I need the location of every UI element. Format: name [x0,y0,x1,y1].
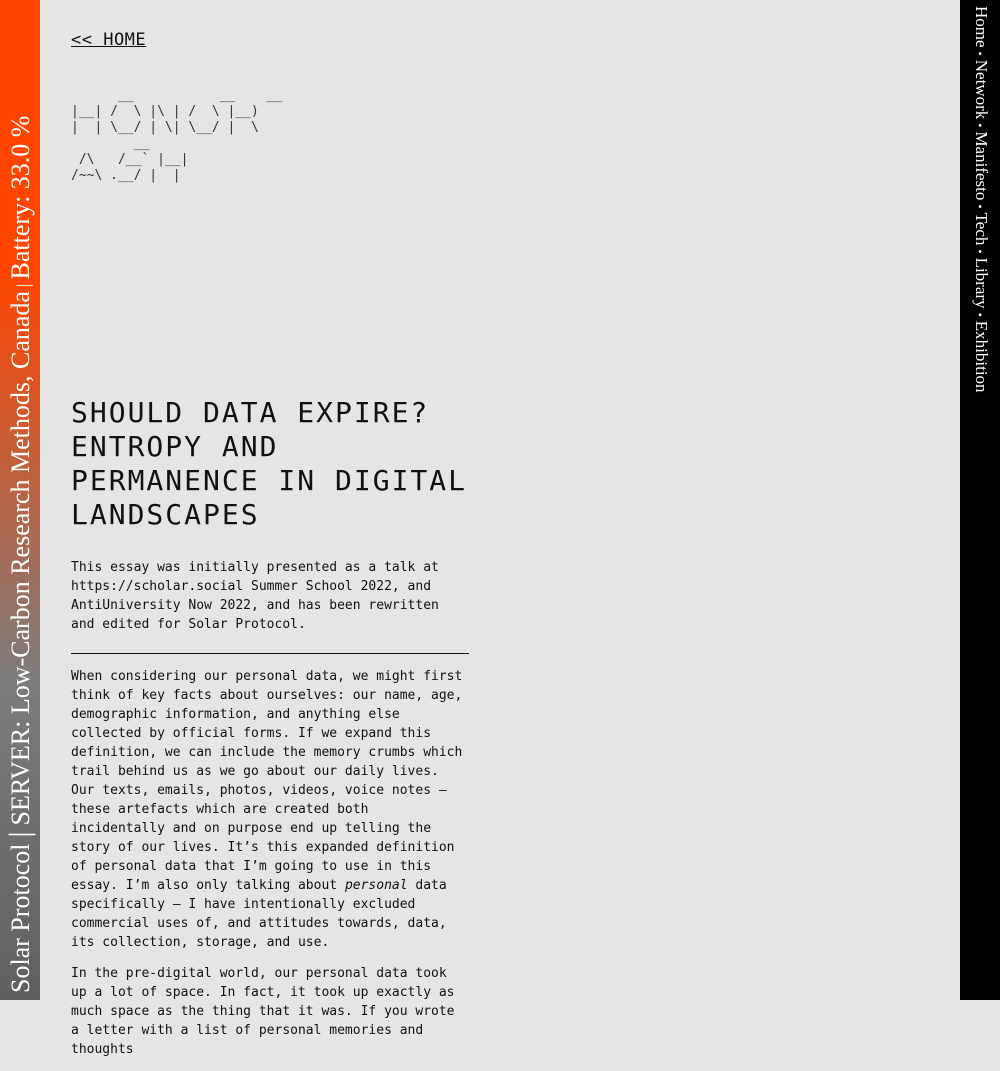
paragraph-text: When considering our personal data, we might first think of key facts about ourselves: our name, age, demographic information, and anything else collected by official forms. If we expand this definition, we can include the memory crumbs which trail behind us as we go about our daily lives. Our texts, emails, photos, videos, voice notes — these artefacts which are created both incidentally and on purpose end up telling the story of our lives. It’s this expanded definition of personal data that I’m going to use in this essay. I’m also only talking about [71,669,463,893]
nav-separator: • [973,249,987,254]
site-nav [960,0,1000,1000]
nav-link-library[interactable]: Library [972,257,991,309]
separator: | [13,283,33,288]
server-label: SERVER: Low-Carbon Research Methods, Canada [6,291,35,826]
status-banner-text [2,116,40,993]
nav-link-tech[interactable]: Tech [972,212,991,246]
author-ascii-logo: __ __ __ |__| / \ |\ | / \ |__) | | \__/ | \| \__/ | \ __ /\ /__` |__| /~~\ .__/ | | [71,88,283,183]
battery-label: Battery: 33.0 % [6,115,35,280]
site-brand: Solar Protocol [6,843,35,993]
separator: | [3,831,36,838]
emphasis-text: personal [344,878,408,893]
article-paragraph [71,667,469,952]
article-paragraph: In the pre-digital world, our personal data took up a lot of space. In fact, it took up exactly as much space as the thing that it was. If you wrote a letter with a list of personal memories and thoughts [71,966,455,1057]
home-link[interactable]: << HOME [71,30,147,50]
status-banner [0,0,40,1000]
paragraph-text: data specifically — I have intentionally excluded commercial uses of, and attitudes towards, data, its collection, storage, and use. [71,878,447,950]
nav-link-manifesto[interactable]: Manifesto [972,131,991,201]
nav-separator: • [973,51,987,56]
article-title: SHOULD DATA EXPIRE? ENTROPY AND PERMANENCE IN DIGITAL LANDSCAPES [71,396,468,531]
nav-separator: • [973,204,987,209]
main-content [71,30,469,1071]
divider [71,653,469,654]
nav-separator: • [973,123,987,128]
nav-link-home[interactable]: Home [972,6,991,48]
site-nav-list [969,6,992,393]
nav-separator: • [973,312,987,317]
article-intro: This essay was initially presented as a talk at https://scholar.social Summer School 2022, and AntiUniversity Now 2022, and has been rewritten and edited for Solar Protocol. [71,560,439,632]
nav-link-exhibition[interactable]: Exhibition [972,320,991,393]
nav-link-network[interactable]: Network [972,59,991,120]
